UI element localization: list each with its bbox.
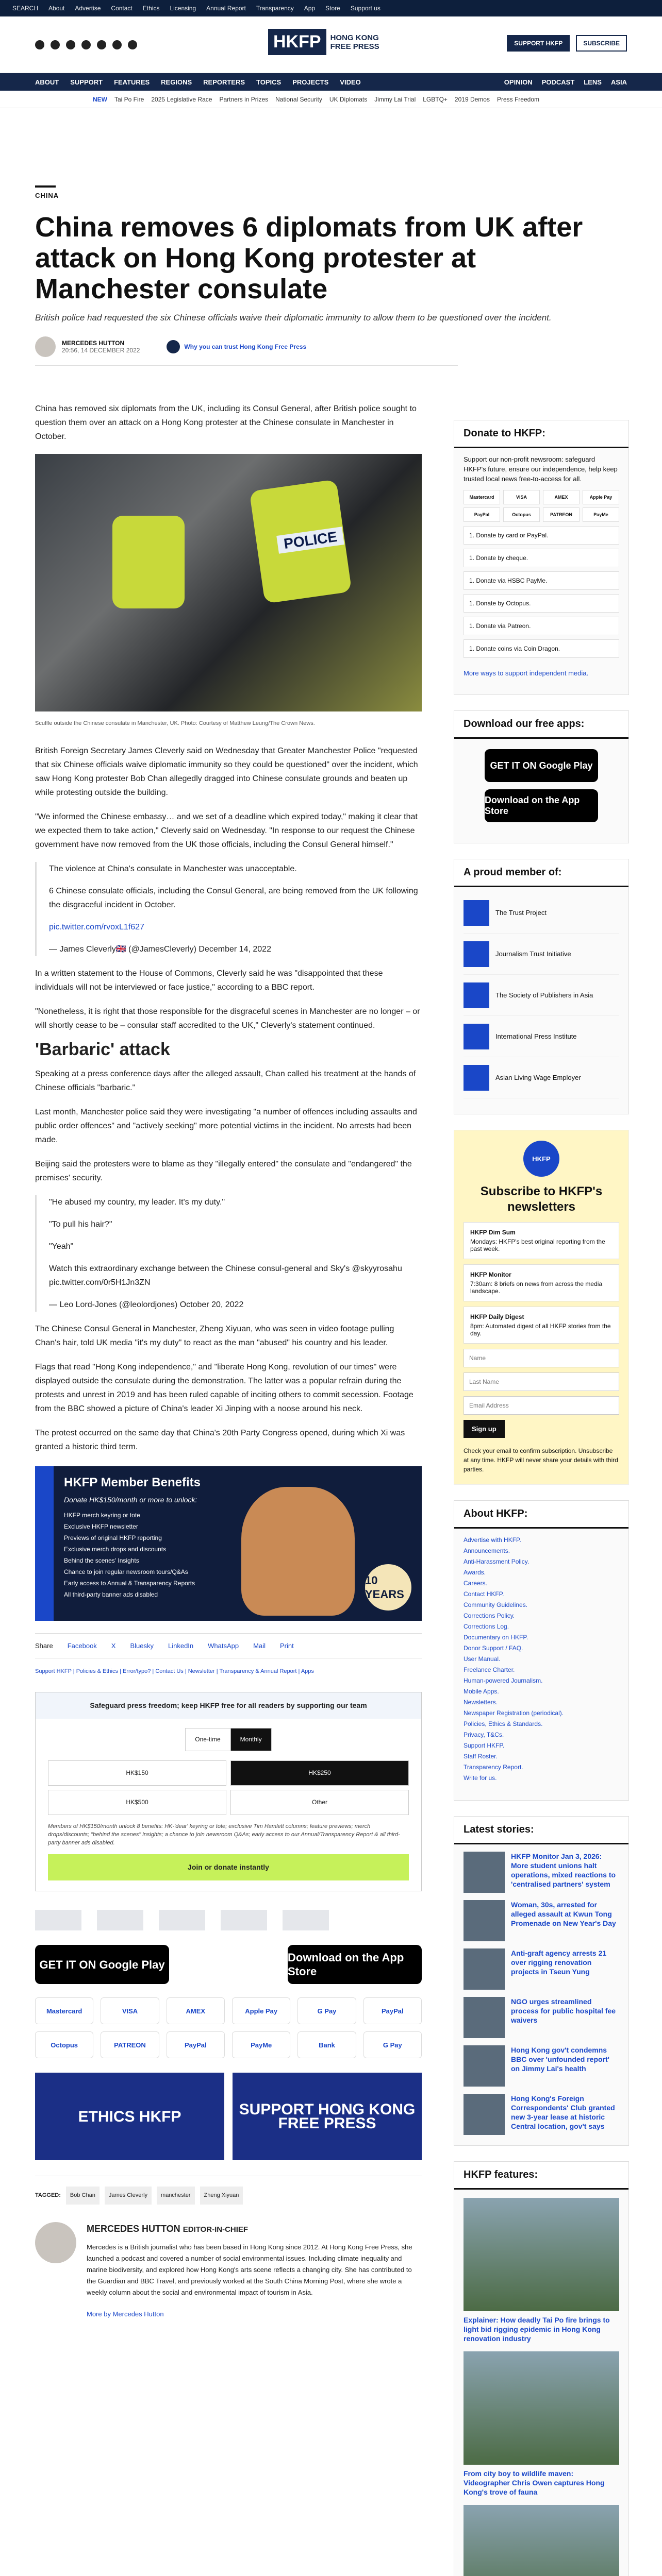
donation-box — [35, 1692, 422, 1891]
payment-icon[interactable]: PayPal — [464, 507, 500, 522]
newsletter-option[interactable] — [464, 1307, 619, 1344]
story-thumb — [464, 1852, 505, 1893]
story-thumb — [464, 1997, 505, 2038]
amount-option[interactable]: HK$150 — [48, 1760, 226, 1786]
donate-step[interactable]: 1. Donate coins via Coin Dragon. — [464, 639, 619, 658]
google-play-button[interactable]: GET IT ON Google Play — [35, 1945, 169, 1984]
newsletter-widget — [454, 1130, 629, 1485]
nav-item[interactable]: ABOUT — [35, 78, 59, 86]
tag[interactable]: Bob Chan — [66, 2187, 100, 2205]
about-link[interactable]: Transparency Report. — [464, 1764, 523, 1771]
option-desc: 7:30am: 8 briefs on news from across the media landscape. — [470, 1280, 603, 1295]
donate-step[interactable]: 1. Donate by cheque. — [464, 549, 619, 567]
donate-step[interactable]: 1. Donate via Patreon. — [464, 617, 619, 635]
tag[interactable]: Zheng Xiyuan — [200, 2187, 243, 2205]
story-title: HKFP Monitor Jan 3, 2026: More student unions halt operations, mixed reactions to 'centralised partners' system — [511, 1852, 616, 1888]
payment-icon[interactable]: Bank — [297, 2031, 356, 2058]
story-thumb — [464, 2045, 505, 2087]
topbar-link[interactable]: Support us — [350, 5, 380, 12]
topbar-link[interactable]: Store — [325, 5, 340, 12]
nav-item[interactable]: OPINION — [504, 78, 533, 86]
email-input[interactable] — [464, 1396, 619, 1415]
membership-title: HKFP Member Benefits — [64, 1476, 201, 1489]
benefit-item: Previews of original HKFP reporting — [64, 1534, 162, 1541]
article-category[interactable]: CHINA — [35, 185, 56, 199]
payment-icon[interactable]: Octopus — [35, 2031, 93, 2058]
paragraph: "Nonetheless, it is right that those responsible for the disgraceful scenes in Manchester are no longer – or will shortly cease to be – consular staff accredited to the UK," Cleverly's statement continued. — [35, 1007, 420, 1030]
newsletter-title: Subscribe to HKFP's newsletters — [480, 1184, 603, 1214]
trending-item[interactable]: UK Diplomats — [329, 95, 368, 103]
donate-heading: Donate to HKFP: — [454, 420, 628, 448]
donate-step[interactable]: 1. Donate by Octopus. — [464, 594, 619, 613]
tag[interactable]: manchester — [157, 2187, 194, 2205]
donate-text: Support our non-profit newsroom: safeguard HKFP's future, ensure our independence, help keep trusted local news free-to-access for all. — [464, 455, 618, 483]
paragraph: British Foreign Secretary James Cleverly said on Wednesday that Greater Manchester Police "requested that six Chinese officials waive diplomatic immunity so they could be questioned" over the incident, which saw Hong Kong protester Bob Chan allegedly dragged into Chinese consulate grounds and beaten up while protesting outside the building. — [35, 747, 418, 797]
tweet-link[interactable]: pic.twitter.com/rvoxL1f627 — [49, 923, 144, 931]
nav-item[interactable]: TOPICS — [256, 78, 282, 86]
share-bar — [35, 1633, 422, 1658]
trending-item[interactable]: 2025 Legislative Race — [151, 95, 212, 103]
top-bar — [0, 0, 662, 16]
more-ways-link[interactable]: More ways to support independent media. — [464, 669, 589, 677]
member-heading: A proud member of: — [454, 859, 628, 887]
story-thumb — [464, 1900, 505, 1941]
trust-project-logo[interactable] — [464, 900, 489, 926]
donate-widget — [454, 420, 629, 695]
feature-image — [464, 2505, 619, 2576]
about-link[interactable]: Anti-Harassment Policy. — [464, 1558, 529, 1565]
logo-name-1: HONG KONG — [330, 33, 379, 42]
tag-list — [35, 2176, 422, 2205]
about-link[interactable]: Policies, Ethics & Standards. — [464, 1720, 543, 1727]
logo-name-2: FREE PRESS — [330, 42, 379, 51]
about-heading: About HKFP: — [454, 1501, 628, 1529]
share-facebook[interactable]: Facebook — [67, 1642, 97, 1650]
newsletter-option[interactable] — [464, 1264, 619, 1301]
topbar-link[interactable]: App — [304, 5, 316, 12]
payment-icon[interactable]: Mastercard — [464, 490, 500, 504]
article-title: China removes 6 diplomats from UK after attack on Hong Kong protester at Manchester consulate — [35, 212, 583, 304]
nav-item[interactable]: ASIA — [610, 78, 627, 86]
trending-bar — [0, 91, 662, 108]
donate-step[interactable]: 1. Donate via HSBC PayMe. — [464, 571, 619, 590]
newsletter-icon: HKFP — [523, 1141, 559, 1177]
share-mail[interactable]: Mail — [253, 1642, 266, 1650]
nav-item[interactable]: PROJECTS — [292, 78, 329, 86]
latest-story[interactable] — [464, 1997, 619, 2038]
story-title: Hong Kong gov't condemns BBC over 'unfounded report' on Jimmy Lai's health — [511, 2046, 609, 2073]
trust-icon — [167, 340, 180, 353]
donation-heading: Safeguard press freedom; keep HKFP free for all readers by supporting our team — [36, 1692, 421, 1719]
membership-widget — [454, 859, 629, 1114]
option-title: HKFP Dim Sum — [470, 1229, 516, 1236]
member-org: Asian Living Wage Employer — [495, 1074, 581, 1081]
payment-methods — [35, 1997, 422, 2058]
partner-logos — [35, 1910, 422, 1930]
nav-item[interactable]: PODCAST — [541, 78, 575, 86]
about-link[interactable]: Awards. — [464, 1569, 486, 1576]
more-by-author-link[interactable]: More by Mercedes Hutton — [87, 2310, 164, 2318]
feature-item[interactable] — [464, 2505, 619, 2576]
payment-icon[interactable]: VISA — [101, 1997, 159, 2024]
paragraph: In a written statement to the House of Commons, Cleverly said he was "disappointed that these individuals will not be interviewed or face justice," according to a BBC report. — [35, 969, 383, 992]
trending-item[interactable]: Tai Po Fire — [114, 95, 144, 103]
subscribe-button[interactable]: SUBSCRIBE — [576, 35, 627, 52]
author-role: EDITOR-IN-CHIEF — [183, 2225, 249, 2234]
payment-icon[interactable]: PayPal — [363, 1997, 422, 2024]
last-name-input[interactable] — [464, 1372, 619, 1391]
latest-story[interactable] — [464, 2094, 619, 2135]
member-org: The Society of Publishers in Asia — [495, 991, 593, 999]
partner-logo[interactable] — [97, 1910, 143, 1930]
latest-widget — [454, 1816, 629, 2146]
paragraph: The protest occurred on the same day that China's 20th Party Congress opened, during which Xi was granted a historic third term. — [35, 1429, 405, 1451]
membership-note: Members of HK$150/month unlock 8 benefits: HK-'dear' keyring or tote; exclusive Tim Hamlett columns; feature previews; merch drops/discounts; "behind the scenes" insights; a chance to join newsroom Q&As; early access to our Annual/Transparency Report & all third-party banner ads disabled. — [48, 1823, 400, 1846]
author-bio: Mercedes is a British journalist who has been based in Hong Kong since 2012. At Hong Kong Free Press, she launched a podcast and covered a number of social environmental issues. Including climate inequality and marine biodiversity, and explored how Hong Kong's arts scene reflects a changing city. She has contributed to the Guardian and BBC Travel, and previously worked at the South China Morning Post, where she wrote a weekly column about the social and environmental impact of tourism in Asia. — [87, 2243, 412, 2296]
membership-banner[interactable] — [35, 1466, 422, 1621]
about-link[interactable]: User Manual. — [464, 1655, 501, 1663]
about-link[interactable]: Documentary on HKFP. — [464, 1634, 528, 1641]
paragraph: "We informed the Chinese embassy… and we set of a deadline which expired today," making it clear that we expected them to take action," Cleverly said on Wednesday. "In response to our request the Chinese government have now removed from the UK those officials, including the Consul General himself." — [35, 812, 418, 849]
option-desc: 8pm: Automated digest of all HKFP stories from the day. — [470, 1323, 611, 1337]
about-link[interactable]: Human-powered Journalism. — [464, 1677, 543, 1684]
nav-item[interactable]: REPORTERS — [203, 78, 245, 86]
feature-item[interactable] — [464, 2351, 619, 2497]
latest-heading: Latest stories: — [454, 1817, 628, 1844]
topbar-link[interactable]: About — [48, 5, 65, 12]
feature-title: Explainer: How deadly Tai Po fire brings to light bid rigging epidemic in Hong Kong renovation industry — [464, 2316, 610, 2343]
story-thumb — [464, 2094, 505, 2135]
trust-link[interactable] — [167, 340, 306, 353]
topbar-link[interactable]: Contact — [111, 5, 133, 12]
amount-option[interactable]: Other — [230, 1790, 409, 1815]
story-title: NGO urges streamlined process for public hospital fee waivers — [511, 1997, 616, 2024]
payment-icon[interactable]: G Pay — [363, 2031, 422, 2058]
site-header — [0, 16, 662, 73]
about-link[interactable]: Careers. — [464, 1580, 488, 1587]
topbar-link[interactable]: Ethics — [142, 5, 160, 12]
payment-icon[interactable]: PayMe — [583, 507, 619, 522]
join-button[interactable]: Join or donate instantly — [48, 1854, 409, 1880]
photo-caption: Scuffle outside the Chinese consulate in Manchester, UK. Photo: Courtesy of Matthew Leung/The Crown News. — [35, 720, 315, 726]
embedded-tweet — [35, 862, 422, 956]
feature-image — [464, 2198, 619, 2311]
tweet-text: The violence at China's consulate in Manchester was unacceptable. — [49, 865, 297, 873]
benefit-item: Early access to Annual & Transparency Reports — [64, 1580, 195, 1587]
benefit-item: Exclusive merch drops and discounts — [64, 1546, 167, 1553]
partner-logo[interactable] — [221, 1910, 267, 1930]
living-wage-logo[interactable] — [464, 1065, 489, 1091]
about-link[interactable]: Staff Roster. — [464, 1753, 498, 1760]
topbar-link[interactable]: Advertise — [75, 5, 101, 12]
payment-icon[interactable]: G Pay — [297, 1997, 356, 2024]
x-icon[interactable] — [51, 40, 60, 49]
tweet-attribution: — Leo Lord-Jones (@leolordjones) October 20, 2022 — [49, 1300, 244, 1309]
latest-story[interactable] — [464, 1900, 619, 1941]
paragraph: China has removed six diplomats from the UK, including its Consul General, after British police sought to question them over an attack on a Hong Kong protester at the Chinese consulate in Manchester in October. — [35, 404, 417, 441]
anniversary-badge: 10 YEARS — [365, 1564, 411, 1611]
nav-item[interactable]: SUPPORT — [70, 78, 103, 86]
tweet-attribution: — James Cleverly🇬🇧 (@JamesCleverly) December 14, 2022 — [49, 945, 271, 954]
features-heading: HKFP features: — [454, 2162, 628, 2190]
story-thumb — [464, 1948, 505, 1990]
trending-label: NEW — [93, 95, 107, 103]
feature-image — [464, 2351, 619, 2465]
payment-icon[interactable]: PATREON — [101, 2031, 159, 2058]
feature-title: From city boy to wildlife maven: Videographer Chris Owen captures Hong Kong's trove of fauna — [464, 2469, 605, 2496]
about-link[interactable]: Contact HKFP. — [464, 1590, 504, 1598]
partner-logo[interactable] — [35, 1910, 81, 1930]
apps-heading: Download our free apps: — [454, 711, 628, 739]
benefit-item: HKFP merch keyring or tote — [64, 1512, 140, 1519]
trending-item[interactable]: LGBTQ+ — [423, 95, 448, 103]
tweet-text: "Yeah" — [49, 1242, 74, 1251]
apps-widget — [454, 710, 629, 843]
membership-list — [64, 1510, 195, 1600]
about-link[interactable]: Freelance Charter. — [464, 1666, 515, 1673]
instagram-icon[interactable] — [66, 40, 75, 49]
topbar-link[interactable]: Transparency — [256, 5, 294, 12]
trending-item[interactable]: National Security — [275, 95, 322, 103]
ipi-logo[interactable] — [464, 1024, 489, 1049]
paragraph: Flags that read "Hong Kong independence," and "liberate Hong Kong, revolution of our times" were displayed outside the consulate during the demonstration. The latter was a popular refrain during the protests and unrest in 2019 and has been ruled capable of inciting others to commit secession. Footage from the BBC showed a picture of China's leader Xi Jinping with a noose around his neck. — [35, 1363, 413, 1413]
app-store-button[interactable]: Download on the App Store — [485, 789, 598, 822]
benefit-item: Exclusive HKFP newsletter — [64, 1523, 138, 1530]
story-title: Woman, 30s, arrested for alleged assault at Kwun Tong Promenade on New Year's Day — [511, 1901, 616, 1927]
newsletter-note: Check your email to confirm subscription. Unsubscribe at any time. HKFP will never share your details with third parties. — [464, 1447, 618, 1473]
latest-story[interactable] — [464, 1852, 619, 1893]
article-subtitle: British police had requested the six Chinese officials waive their diplomatic immunity to allow them to be questioned over the incident. — [35, 313, 552, 323]
payment-icon[interactable]: PayPal — [167, 2031, 225, 2058]
share-whatsapp[interactable]: WhatsApp — [208, 1642, 239, 1650]
tweet-text: "To pull his hair?" — [49, 1220, 112, 1229]
tags-label: TAGGED: — [35, 2192, 61, 2198]
share-x[interactable]: X — [111, 1642, 116, 1650]
google-play-button[interactable]: GET IT ON Google Play — [485, 749, 598, 782]
trending-item[interactable]: Jimmy Lai Trial — [374, 95, 416, 103]
about-link[interactable]: Privacy, T&Cs. — [464, 1731, 504, 1738]
article-photo: POLICE — [35, 454, 422, 711]
logo-abbr: HKFP — [268, 29, 326, 55]
trending-item[interactable]: Press Freedom — [496, 95, 539, 103]
site-logo[interactable] — [268, 29, 379, 55]
main-nav — [0, 73, 662, 91]
embedded-tweet — [35, 1195, 422, 1312]
tweet-text: "He abused my country, my leader. It's my duty." — [49, 1198, 225, 1207]
linkedin-icon[interactable] — [97, 40, 106, 49]
about-link[interactable]: Donor Support / FAQ. — [464, 1645, 523, 1652]
features-widget — [454, 2161, 629, 2576]
search-link[interactable]: SEARCH — [12, 5, 39, 12]
one-time-tab[interactable]: One-time — [185, 1728, 230, 1751]
option-title: HKFP Daily Digest — [470, 1313, 524, 1320]
policy-links[interactable]: Support HKFP | Policies & Ethics | Error/typo? | Contact Us | Newsletter | Transparency & Annual Report | Apps — [35, 1668, 314, 1674]
about-link[interactable]: Support HKFP. — [464, 1742, 505, 1749]
ethics-banner[interactable]: ETHICS HKFP — [35, 2073, 224, 2160]
about-link[interactable]: Corrections Policy. — [464, 1612, 515, 1619]
payment-icon[interactable]: VISA — [503, 490, 540, 504]
payment-icon[interactable]: PATREON — [543, 507, 580, 522]
about-link[interactable]: Advertise with HKFP. — [464, 1536, 521, 1544]
byline-author[interactable]: MERCEDES HUTTON — [62, 340, 125, 347]
rss-icon[interactable] — [128, 40, 137, 49]
social-icons — [35, 40, 137, 49]
nav-item[interactable]: REGIONS — [161, 78, 192, 86]
partner-logo[interactable] — [283, 1910, 329, 1930]
article-body — [35, 402, 422, 2330]
latest-story[interactable] — [464, 2045, 619, 2087]
byline-date: 20:56, 14 DECEMBER 2022 — [62, 347, 140, 354]
share-bluesky[interactable]: Bluesky — [130, 1642, 154, 1650]
newsletter-option[interactable] — [464, 1222, 619, 1259]
name-input[interactable] — [464, 1349, 619, 1367]
tweet-text: Watch this extraordinary exchange between the Chinese consul-general and Sky's @skyyrosahu pic.twitter.com/0r5H1Jn3ZN — [49, 1264, 402, 1287]
paragraph: The Chinese Consul General in Manchester, Zheng Xiyuan, who was seen in video footage pulling Chan's hair, told UK media "it's my duty" to react as the man "abused" his country and his leader. — [35, 1325, 394, 1347]
telegram-icon[interactable] — [112, 40, 122, 49]
about-link[interactable]: Newsletters. — [464, 1699, 498, 1706]
benefit-item: Behind the scenes' Insights — [64, 1557, 139, 1564]
support-banner[interactable]: SUPPORT HONG KONG FREE PRESS — [233, 2073, 422, 2160]
trending-item[interactable]: 2019 Demos — [454, 95, 490, 103]
topbar-link[interactable]: Annual Report — [206, 5, 246, 12]
signup-button[interactable]: Sign up — [464, 1420, 505, 1438]
amount-option[interactable]: HK$500 — [48, 1790, 226, 1815]
author-box — [35, 2222, 422, 2330]
benefit-item: Chance to join regular newsroom tours/Q&As — [64, 1568, 188, 1575]
payment-icon[interactable]: Mastercard — [35, 1997, 93, 2024]
byline — [35, 336, 458, 366]
about-link[interactable]: Mobile Apps. — [464, 1688, 499, 1695]
about-link[interactable]: Corrections Log. — [464, 1623, 509, 1630]
payment-icon[interactable]: Apple Pay — [583, 490, 619, 504]
section-heading: 'Barbaric' attack — [35, 1040, 170, 1059]
share-label: Share — [35, 1642, 53, 1650]
sopa-logo[interactable] — [464, 982, 489, 1008]
paragraph: Speaking at a press conference days after the alleged assault, Chan called his treatment at the hands of Chinese officials "barbaric." — [35, 1070, 416, 1092]
donate-step[interactable]: 1. Donate by card or PayPal. — [464, 526, 619, 545]
payment-icon[interactable]: PayMe — [232, 2031, 290, 2058]
author-avatar — [35, 336, 56, 357]
facebook-icon[interactable] — [35, 40, 44, 49]
trust-text: Why you can trust Hong Kong Free Press — [184, 343, 307, 350]
benefit-item: All third-party banner ads disabled — [64, 1591, 158, 1598]
payment-icon[interactable]: AMEX — [543, 490, 580, 504]
member-org: International Press Institute — [495, 1032, 577, 1040]
latest-story[interactable] — [464, 1948, 619, 1990]
share-print[interactable]: Print — [279, 1642, 294, 1650]
paragraph: Beijing said the protesters were to blame as they "illegally entered" the consulate and "endangered" the premises' security. — [35, 1160, 412, 1182]
option-title: HKFP Monitor — [470, 1271, 511, 1278]
about-link[interactable]: Announcements. — [464, 1547, 510, 1554]
nav-item[interactable]: VIDEO — [340, 78, 361, 86]
about-link[interactable]: Write for us. — [464, 1774, 497, 1782]
paragraph: Last month, Manchester police said they were investigating "a number of offences including assaults and public order offences" and "actively seeking" more potential victims in the incident. No arrests had been made. — [35, 1108, 417, 1144]
jti-logo[interactable] — [464, 941, 489, 967]
payment-icon[interactable]: Apple Pay — [232, 1997, 290, 2024]
amount-option[interactable]: HK$250 — [230, 1760, 409, 1786]
feature-item[interactable] — [464, 2198, 619, 2343]
nav-item[interactable]: LENS — [584, 78, 602, 86]
member-org: Journalism Trust Initiative — [495, 950, 571, 958]
story-title: Anti-graft agency arrests 21 over rigging renovation projects in Tseun Yung — [511, 1949, 607, 1976]
mascot-image — [241, 1487, 355, 1616]
share-linkedin[interactable]: LinkedIn — [168, 1642, 194, 1650]
nav-item[interactable]: FEATURES — [114, 78, 150, 86]
sidebar — [454, 420, 629, 2576]
monthly-tab[interactable]: Monthly — [230, 1728, 272, 1751]
author-avatar — [35, 2222, 76, 2263]
about-widget — [454, 1500, 629, 1801]
author-name[interactable]: MERCEDES HUTTON — [87, 2224, 180, 2234]
trending-item[interactable]: Partners in Prizes — [219, 95, 269, 103]
tweet-text: 6 Chinese consulate officials, including the Consul General, are being removed from the UK following the disgraceful incident in October. — [49, 887, 418, 909]
member-org: The Trust Project — [495, 909, 547, 917]
support-button[interactable]: SUPPORT HKFP — [507, 35, 570, 52]
option-desc: Mondays: HKFP's best original reporting from the past week. — [470, 1238, 605, 1252]
payment-icon[interactable]: AMEX — [167, 1997, 225, 2024]
tag[interactable]: James Cleverly — [105, 2187, 152, 2205]
membership-tag — [35, 1466, 54, 1621]
about-link[interactable]: Newspaper Registration (periodical). — [464, 1709, 564, 1717]
youtube-icon[interactable] — [81, 40, 91, 49]
app-store-button[interactable]: Download on the App Store — [288, 1945, 422, 1984]
about-link[interactable]: Community Guidelines. — [464, 1601, 528, 1608]
partner-logo[interactable] — [159, 1910, 205, 1930]
payment-icon[interactable]: Octopus — [503, 507, 540, 522]
story-title: Hong Kong's Foreign Correspondents' Club granted new 3-year lease at historic Central location, gov't says — [511, 2094, 615, 2130]
topbar-link[interactable]: Licensing — [170, 5, 196, 12]
membership-lead: Donate HK$150/month or more to unlock: — [64, 1496, 197, 1504]
